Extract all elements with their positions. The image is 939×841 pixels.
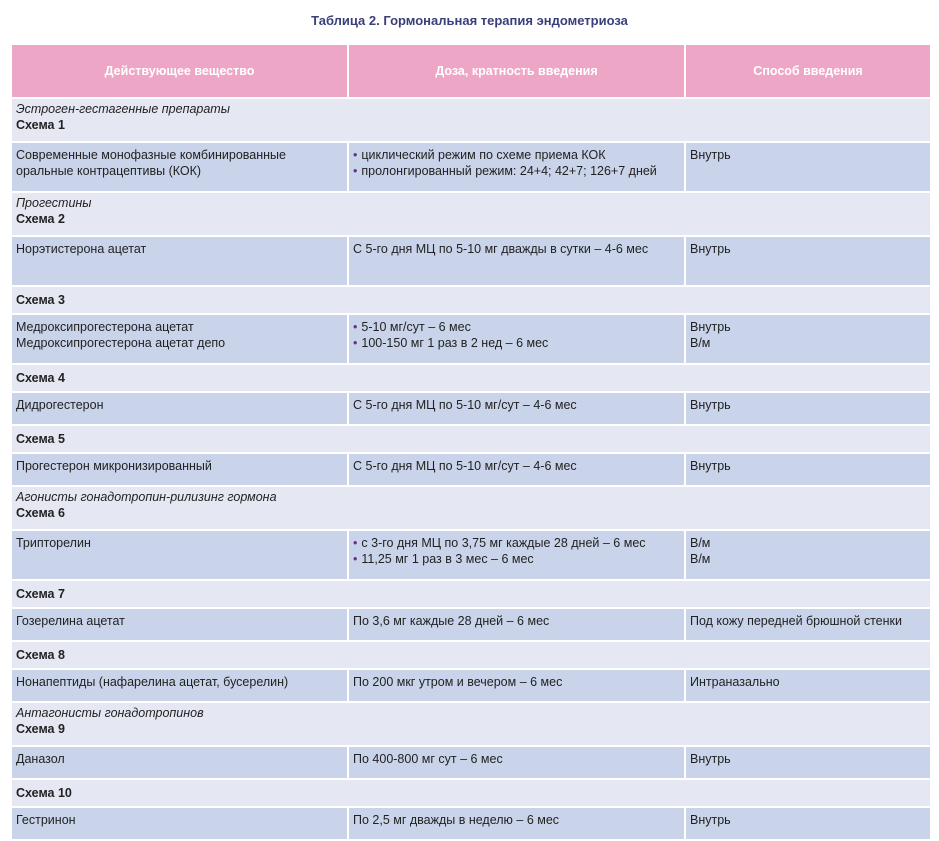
substance-text: Даназол (16, 752, 65, 766)
scheme-label: Схема 2 (16, 212, 65, 226)
dose-cell (349, 747, 686, 780)
dose-text (353, 751, 680, 767)
dose-bullet-item (353, 319, 680, 335)
scheme-label: Схема 3 (16, 293, 65, 307)
scheme-cell (12, 193, 930, 237)
dose-value: С 5-го дня МЦ по 5-10 мг/сут – 4-6 мес (353, 398, 577, 412)
substance-text: Трипторелин (16, 536, 91, 550)
dose-value: С 5-го дня МЦ по 5-10 мг/сут – 4-6 мес (353, 459, 577, 473)
substance-text: Нонапептиды (нафарелина ацетат, бусерелин) (16, 675, 289, 689)
bullet-icon: • (353, 164, 358, 178)
dose-cell (349, 531, 686, 581)
dose-bullet-item (353, 535, 680, 551)
dose-value: 5-10 мг/сут – 6 мес (361, 320, 471, 334)
route-text: Под кожу передней брюшной стенки (690, 614, 902, 628)
dose-value: 11,25 мг 1 раз в 3 мес – 6 мес (361, 552, 534, 566)
scheme-row (12, 426, 930, 454)
dose-bullet-item (353, 163, 680, 179)
table-row (12, 315, 930, 365)
table-row (12, 143, 930, 193)
route-cell (686, 808, 930, 841)
category-label: Агонисты гонадотропин-рилизинг гормона (16, 490, 277, 504)
route-cell (686, 670, 930, 703)
scheme-row (12, 581, 930, 609)
dose-cell (349, 609, 686, 642)
table-body (12, 99, 930, 841)
table-row (12, 237, 930, 287)
dose-text (353, 613, 680, 629)
scheme-cell (12, 426, 930, 454)
route-cell (686, 237, 930, 287)
route-text: Внутрь (690, 813, 731, 827)
route-cell (686, 393, 930, 426)
dose-value: с 3-го дня МЦ по 3,75 мг каждые 28 дней – 6 мес (361, 536, 646, 550)
scheme-cell (12, 703, 930, 747)
table-row (12, 808, 930, 841)
dose-value: циклический режим по схеме приема КОК (361, 148, 606, 162)
substance-text: Дидрогестерон (16, 398, 104, 412)
dose-value: По 200 мкг утром и вечером – 6 мес (353, 675, 563, 689)
dose-value: По 2,5 мг дважды в неделю – 6 мес (353, 813, 560, 827)
route-text: Внутрь (690, 242, 731, 256)
scheme-label: Схема 5 (16, 432, 65, 446)
dose-cell (349, 237, 686, 287)
table-title: Таблица 2. Гормональная терапия эндометриоза (311, 13, 628, 28)
route-text: Интраназально (690, 675, 780, 689)
scheme-cell (12, 487, 930, 531)
dose-cell (349, 393, 686, 426)
route-cell (686, 609, 930, 642)
substance-cell (12, 531, 349, 581)
bullet-icon: • (353, 148, 358, 162)
scheme-row (12, 365, 930, 393)
category-label: Эстроген-гестагенные препараты (16, 102, 230, 116)
scheme-label: Схема 4 (16, 371, 65, 385)
dose-text (353, 812, 680, 828)
bullet-icon: • (353, 320, 358, 334)
dose-cell (349, 808, 686, 841)
route-text: Внутрь (690, 320, 731, 334)
table-row (12, 670, 930, 703)
category-label: Прогестины (16, 196, 92, 210)
scheme-cell (12, 642, 930, 670)
dose-text (353, 397, 680, 413)
substance-cell (12, 747, 349, 780)
therapy-table (12, 45, 930, 841)
scheme-row (12, 287, 930, 315)
route-text: В/м (690, 536, 711, 550)
header-substance: Действующее вещество (12, 45, 349, 99)
route-cell (686, 454, 930, 487)
table-row (12, 454, 930, 487)
dose-bullet-item (353, 147, 680, 163)
dose-text (353, 458, 680, 474)
scheme-cell (12, 365, 930, 393)
scheme-row (12, 193, 930, 237)
substance-cell (12, 454, 349, 487)
route-cell (686, 531, 930, 581)
table-row (12, 531, 930, 581)
route-cell (686, 315, 930, 365)
substance-text: Современные монофазные комбинированные оральные контрацептивы (КОК) (16, 148, 286, 178)
dose-value: По 400-800 мг сут – 6 мес (353, 752, 503, 766)
scheme-row (12, 99, 930, 143)
header-dose: Доза, кратность введения (349, 45, 686, 99)
scheme-label: Схема 8 (16, 648, 65, 662)
dose-text (353, 241, 680, 257)
scheme-row (12, 642, 930, 670)
substance-text: Гозерелина ацетат (16, 614, 125, 628)
route-text: Внутрь (690, 398, 731, 412)
substance-cell (12, 393, 349, 426)
dose-bullet-item (353, 335, 680, 351)
dose-value: 100-150 мг 1 раз в 2 нед – 6 мес (361, 336, 549, 350)
scheme-cell (12, 99, 930, 143)
route-cell (686, 143, 930, 193)
substance-cell (12, 670, 349, 703)
substance-text: Норэтистерона ацетат (16, 242, 147, 256)
category-label: Антагонисты гонадотропинов (16, 706, 204, 720)
route-text: Внутрь (690, 752, 731, 766)
route-text: Внутрь (690, 148, 731, 162)
scheme-label: Схема 7 (16, 587, 65, 601)
table-header-row (12, 45, 930, 99)
bullet-icon: • (353, 336, 358, 350)
scheme-cell (12, 287, 930, 315)
bullet-icon: • (353, 536, 358, 550)
substance-cell (12, 143, 349, 193)
scheme-label: Схема 1 (16, 118, 65, 132)
substance-cell (12, 237, 349, 287)
header-route: Способ введения (686, 45, 930, 99)
substance-cell (12, 808, 349, 841)
substance-text: Медроксипрогестерона ацетат (16, 320, 194, 334)
route-text: В/м (690, 336, 711, 350)
substance-text: Прогестерон микронизированный (16, 459, 212, 473)
dose-cell (349, 454, 686, 487)
dose-bullet-item (353, 551, 680, 567)
dose-cell (349, 143, 686, 193)
dose-text (353, 674, 680, 690)
scheme-label: Схема 6 (16, 506, 65, 520)
route-cell (686, 747, 930, 780)
scheme-row (12, 703, 930, 747)
scheme-cell (12, 581, 930, 609)
dose-value: По 3,6 мг каждые 28 дней – 6 мес (353, 614, 550, 628)
scheme-label: Схема 10 (16, 786, 72, 800)
substance-text: Медроксипрогестерона ацетат депо (16, 336, 226, 350)
dose-value: пролонгированный режим: 24+4; 42+7; 126+7 дней (361, 164, 657, 178)
scheme-cell (12, 780, 930, 808)
bullet-icon: • (353, 552, 358, 566)
scheme-label: Схема 9 (16, 722, 65, 736)
table-row (12, 609, 930, 642)
dose-value: С 5-го дня МЦ по 5-10 мг дважды в сутки – 4-6 мес (353, 242, 649, 256)
scheme-row (12, 780, 930, 808)
route-text: Внутрь (690, 459, 731, 473)
scheme-row (12, 487, 930, 531)
table-row (12, 393, 930, 426)
substance-cell (12, 609, 349, 642)
table-row (12, 747, 930, 780)
substance-cell (12, 315, 349, 365)
dose-cell (349, 315, 686, 365)
substance-text: Гестринон (16, 813, 76, 827)
dose-cell (349, 670, 686, 703)
route-text: В/м (690, 552, 711, 566)
